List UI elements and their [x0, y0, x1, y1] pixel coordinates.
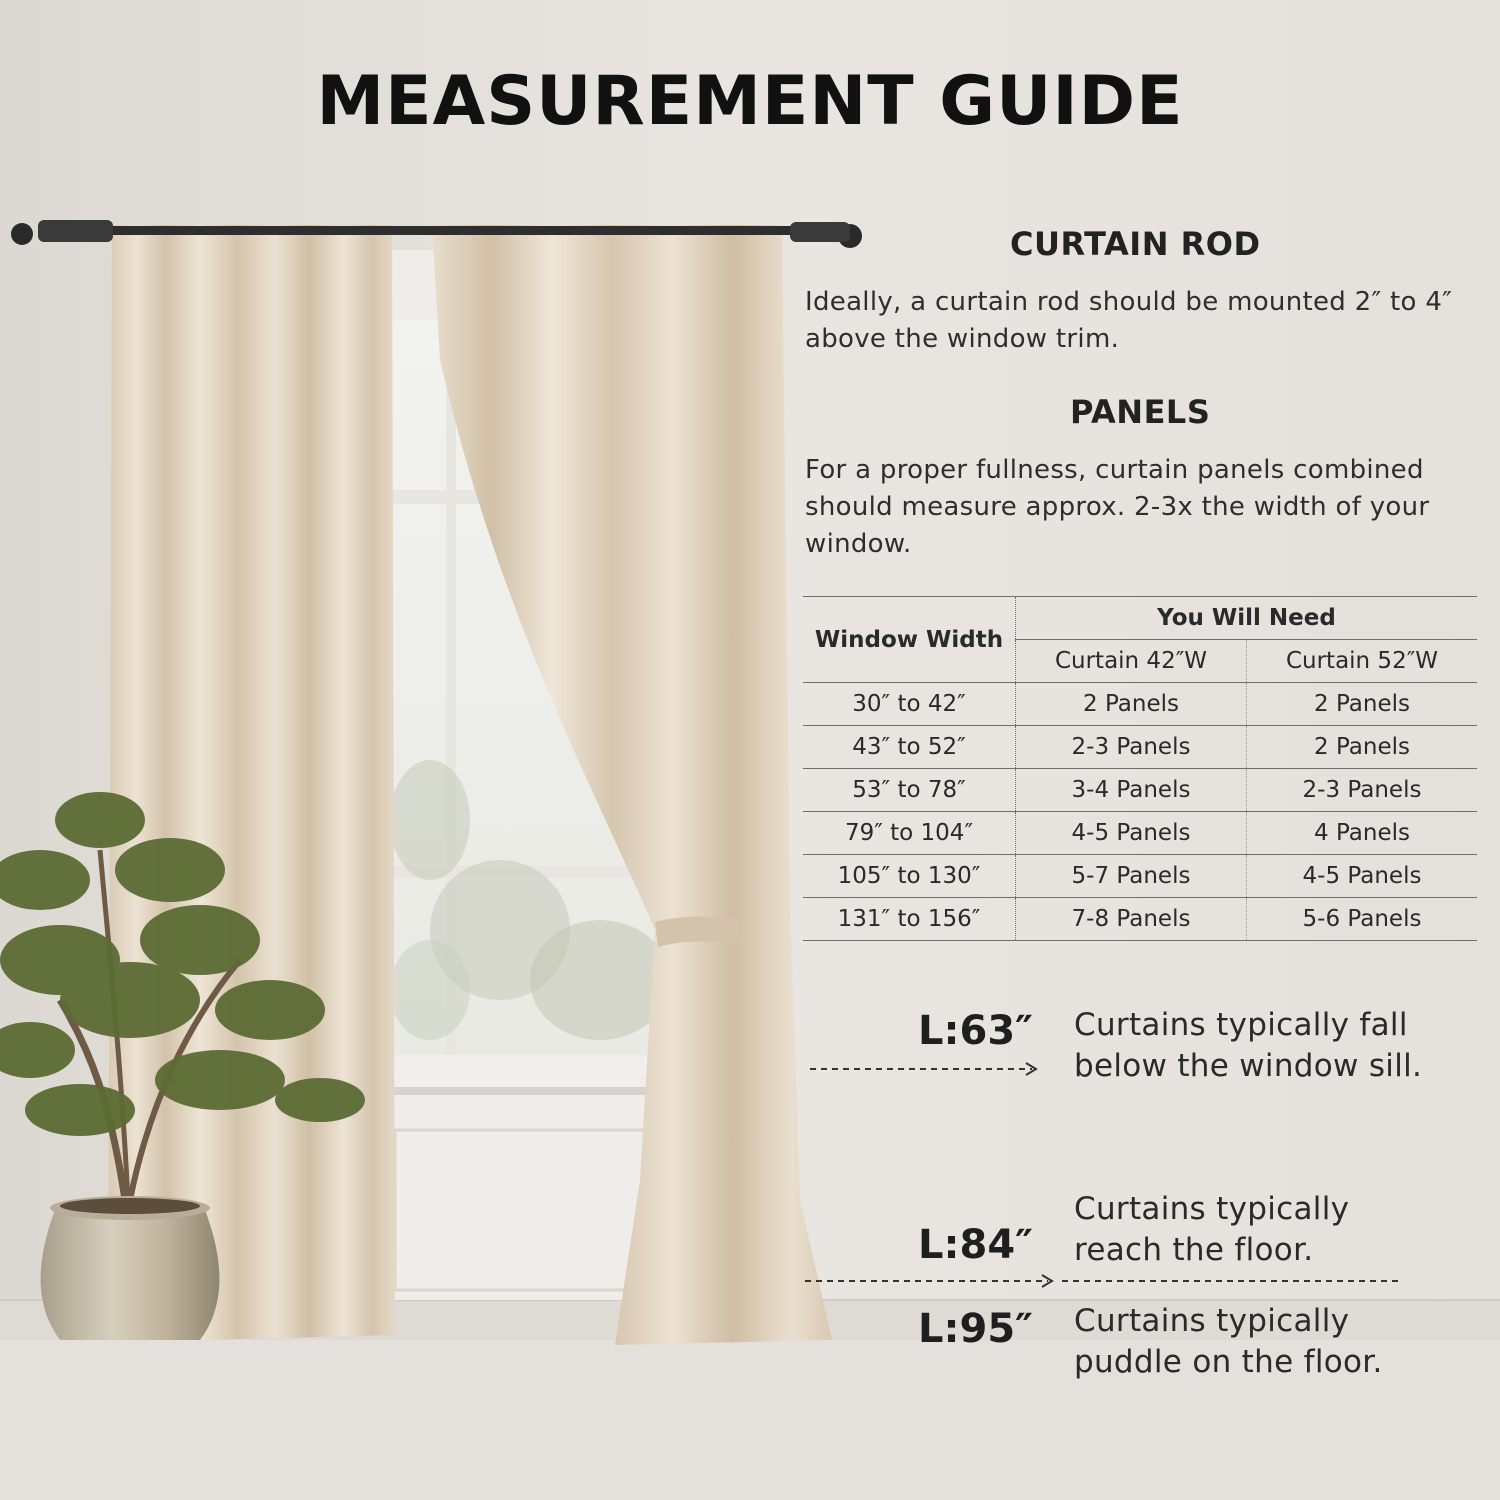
cell-c52: 2 Panels	[1247, 726, 1478, 769]
page-title: MEASUREMENT GUIDE	[316, 62, 1184, 141]
col-group-you-will-need: You Will Need	[1016, 597, 1478, 640]
cell-c42: 3-4 Panels	[1016, 769, 1247, 812]
cell-c42: 4-5 Panels	[1016, 812, 1247, 855]
panels-description	[805, 452, 1429, 563]
cell-c42: 2 Panels	[1016, 683, 1247, 726]
table-row	[803, 769, 1477, 812]
cell-width: 79″ to 104″	[803, 812, 1016, 855]
cell-c42: 5-7 Panels	[1016, 855, 1247, 898]
cell-width: 30″ to 42″	[803, 683, 1016, 726]
curtain-rod-heading: CURTAIN ROD	[1010, 225, 1261, 263]
cell-width: 53″ to 78″	[803, 769, 1016, 812]
curtain-rod-line-2: above the window trim.	[805, 324, 1120, 354]
table-row	[803, 683, 1477, 726]
cell-c42: 2-3 Panels	[1016, 726, 1247, 769]
cell-width: 105″ to 130″	[803, 855, 1016, 898]
length-95-line-1: Curtains typically	[1074, 1303, 1350, 1339]
col-curtain-52: Curtain 52″W	[1247, 640, 1478, 683]
length-63-description	[1074, 1005, 1422, 1087]
cell-c52: 2 Panels	[1247, 683, 1478, 726]
panels-line-2: should measure approx. 2-3x the width of your	[805, 492, 1430, 522]
cell-c52: 5-6 Panels	[1247, 898, 1478, 941]
length-84-description	[1074, 1189, 1349, 1271]
length-84-line-1: Curtains typically	[1074, 1191, 1350, 1227]
length-95-description	[1074, 1301, 1383, 1383]
length-label-63: L:63″	[918, 1008, 1034, 1054]
table-row	[803, 898, 1477, 941]
table-row	[803, 855, 1477, 898]
length-label-84: L:84″	[918, 1222, 1034, 1268]
cell-c52: 4-5 Panels	[1247, 855, 1478, 898]
length-63-line-1: Curtains typically fall	[1074, 1007, 1408, 1043]
panel-size-table	[803, 596, 1477, 941]
panels-heading: PANELS	[1070, 393, 1211, 431]
cell-c42: 7-8 Panels	[1016, 898, 1247, 941]
curtain-rod-line-1: Ideally, a curtain rod should be mounted 2″ to 4″	[805, 287, 1453, 317]
table-row	[803, 812, 1477, 855]
cell-c52: 2-3 Panels	[1247, 769, 1478, 812]
cell-width: 43″ to 52″	[803, 726, 1016, 769]
col-window-width: Window Width	[803, 597, 1016, 683]
curtain-rod-description	[805, 284, 1452, 358]
table-row	[803, 726, 1477, 769]
cell-c52: 4 Panels	[1247, 812, 1478, 855]
length-95-line-2: puddle on the floor.	[1074, 1344, 1383, 1380]
length-label-95: L:95″	[918, 1306, 1034, 1352]
panels-line-3: window.	[805, 529, 912, 559]
cell-width: 131″ to 156″	[803, 898, 1016, 941]
col-curtain-42: Curtain 42″W	[1016, 640, 1247, 683]
length-63-line-2: below the window sill.	[1074, 1048, 1423, 1084]
length-84-line-2: reach the floor.	[1074, 1232, 1314, 1268]
panels-line-1: For a proper fullness, curtain panels combined	[805, 455, 1424, 485]
